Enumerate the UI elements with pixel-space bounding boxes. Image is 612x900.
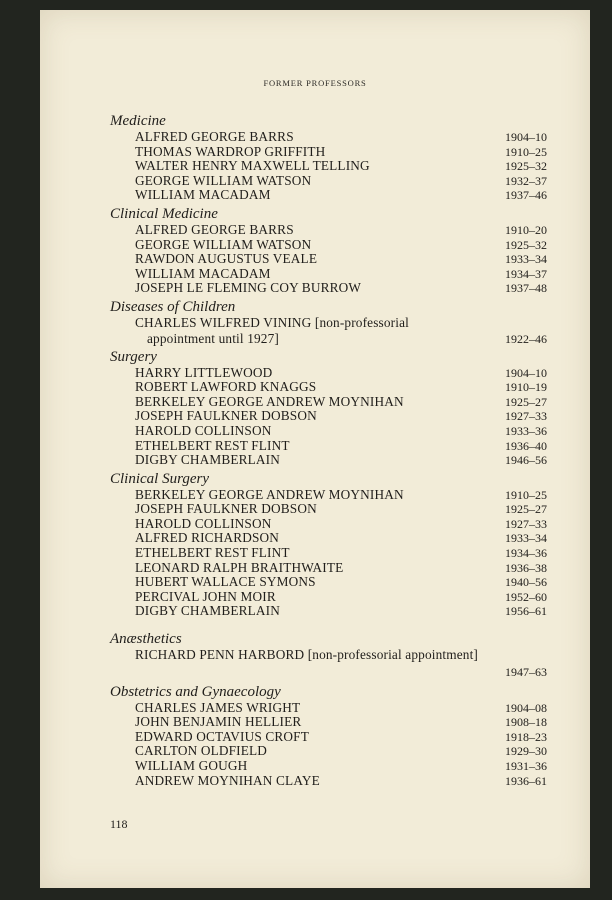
list-item: CHARLES WILFRED VINING [non-professorial (135, 314, 410, 330)
list-item: ALFRED GEORGE BARRS 1904–10 (135, 129, 547, 144)
list-item: HAROLD COLLINSON 1927–33 (135, 515, 547, 531)
list-item: ALFRED RICHARDSON 1933–34 (135, 530, 547, 546)
list-item: LEONARD RALPH BRAITHWAITE 1936–38 (135, 559, 547, 575)
list-item-years: 1947–63 (505, 664, 547, 679)
list-item-continuation: appointment until 1927] 1922–46 (147, 330, 547, 346)
list-item: WILLIAM MACADAM 1934–37 (135, 265, 547, 281)
list-item: CARLTON OLDFIELD 1929–30 (135, 743, 547, 759)
page-number: 118 (110, 817, 128, 831)
list-item: BERKELEY GEORGE ANDREW MOYNIHAN 1910–25 (135, 486, 547, 502)
list-item: GEORGE WILLIAM WATSON 1925–32 (135, 236, 547, 252)
section-heading-obstetrics: Obstetrics and Gynaecology (110, 683, 281, 700)
list-item: DIGBY CHAMBERLAIN 1956–61 (135, 603, 547, 619)
list-item: THOMAS WARDROP GRIFFITH 1910–25 (135, 143, 547, 159)
list-item: WILLIAM MACADAM 1937–46 (135, 187, 547, 203)
section-heading-medicine: Medicine (110, 113, 166, 129)
list-item: BERKELEY GEORGE ANDREW MOYNIHAN 1925–27 (135, 393, 547, 409)
list-item: RICHARD PENN HARBORD [non-professorial appointment] (135, 647, 478, 663)
list-item: ROBERT LAWFORD KNAGGS 1910–19 (135, 379, 547, 395)
list-item: HARRY LITTLEWOOD 1904–10 (135, 364, 547, 380)
list-item: DIGBY CHAMBERLAIN 1946–56 (135, 452, 547, 468)
list-item: ETHELBERT REST FLINT 1936–40 (135, 437, 547, 453)
list-item: EDWARD OCTAVIUS CROFT 1918–23 (135, 728, 547, 744)
section-heading-clinical-medicine: Clinical Medicine (110, 205, 218, 222)
list-item: HAROLD COLLINSON 1933–36 (135, 422, 547, 438)
list-item: JOSEPH FAULKNER DOBSON 1927–33 (135, 408, 547, 424)
list-item: WILLIAM GOUGH 1931–36 (135, 758, 547, 773)
section-heading-surgery: Surgery (110, 348, 157, 365)
section-heading-diseases-of-children: Diseases of Children (110, 298, 236, 315)
list-item: GEORGE WILLIAM WATSON 1932–37 (135, 172, 547, 188)
list-item: JOSEPH FAULKNER DOBSON 1925–27 (135, 501, 547, 517)
list-item: ETHELBERT REST FLINT 1934–36 (135, 545, 547, 561)
list-item: JOSEPH LE FLEMING COY BURROW 1937–48 (135, 280, 547, 296)
list-item: ANDREW MOYNIHAN CLAYE 1936–61 (135, 772, 547, 788)
section-heading-clinical-surgery: Clinical Surgery (110, 470, 210, 487)
list-item: PERCIVAL JOHN MOIR 1952–60 (135, 588, 547, 604)
list-item: WALTER HENRY MAXWELL TELLING 1925–32 (135, 158, 547, 174)
list-item: RAWDON AUGUSTUS VEALE 1933–34 (135, 251, 547, 267)
list-item: CHARLES JAMES WRIGHT 1904–08 (135, 699, 547, 715)
list-item: JOHN BENJAMIN HELLIER 1908–18 (135, 714, 547, 730)
book-page (40, 10, 590, 888)
professor-list (110, 113, 547, 788)
section-heading-anaesthetics: Anæsthetics (110, 631, 182, 648)
list-item: HUBERT WALLACE SYMONS 1940–56 (135, 574, 547, 590)
list-item: ALFRED GEORGE BARRS 1910–20 (135, 221, 547, 237)
running-head: FORMER PROFESSORS (263, 78, 367, 88)
